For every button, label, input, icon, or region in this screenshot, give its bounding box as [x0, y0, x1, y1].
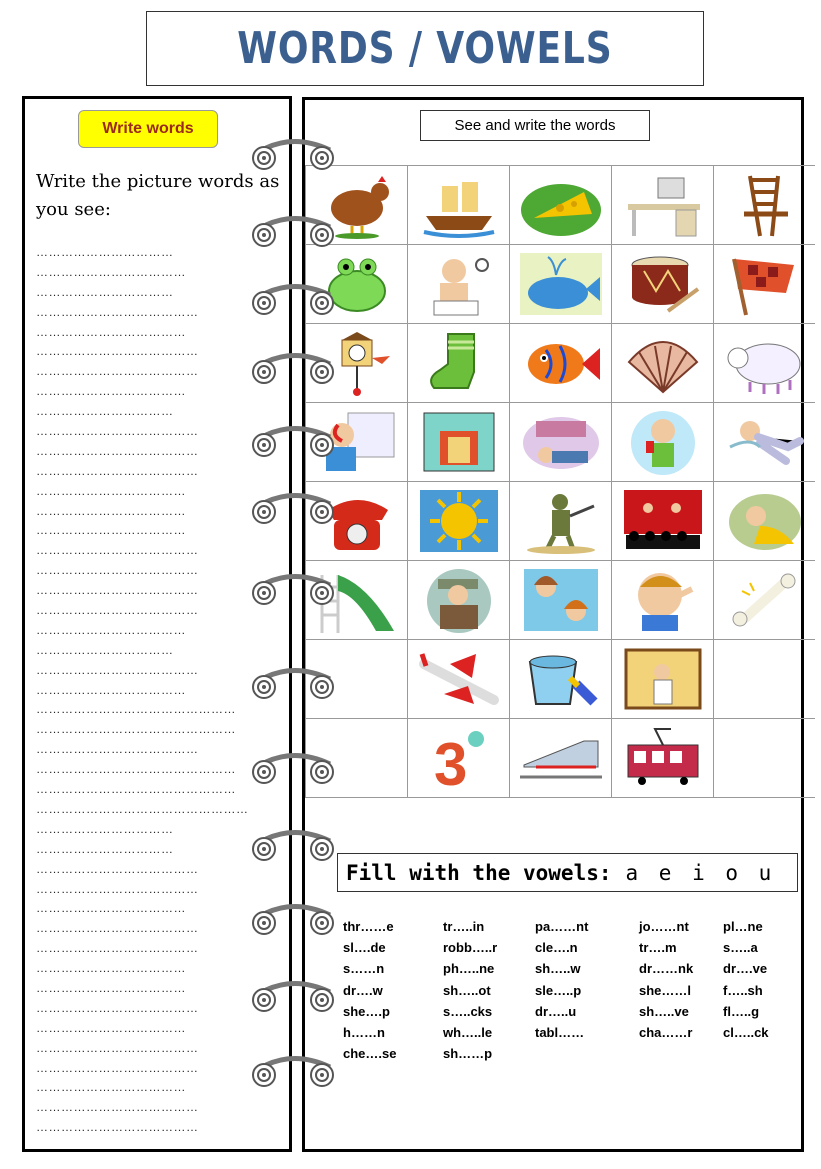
- answer-line[interactable]: ……………………………: [36, 405, 174, 419]
- man-shaving-icon: [414, 249, 504, 319]
- answer-line[interactable]: …………………………………: [36, 1001, 199, 1015]
- vowel-word[interactable]: jo……nt: [639, 919, 689, 934]
- picture-cell: [714, 719, 816, 798]
- vowel-word[interactable]: che….se: [343, 1046, 397, 1062]
- answer-line[interactable]: …………………………………: [36, 942, 199, 956]
- vowel-word[interactable]: pl…ne: [723, 919, 763, 934]
- picture-cell: [510, 245, 612, 324]
- answer-line[interactable]: ………………………………: [36, 265, 186, 279]
- vowel-label: Fill with the vowels:: [346, 860, 612, 885]
- picture-cell: [612, 245, 714, 324]
- sheep-icon: [720, 328, 810, 398]
- picture-cell: [714, 482, 816, 561]
- paint-bucket-icon: [516, 644, 606, 714]
- ship-icon: [414, 170, 504, 240]
- binding-ring-icon: [248, 215, 338, 251]
- picture-cell: [408, 166, 510, 245]
- vowel-word[interactable]: sle…..p: [535, 982, 582, 998]
- chair-icon: [720, 170, 810, 240]
- answer-line[interactable]: ……………………………: [36, 285, 174, 299]
- sleeping-girl-icon: [516, 407, 606, 477]
- word-column: [723, 916, 769, 1064]
- picture-cell: [510, 166, 612, 245]
- vowel-word[interactable]: fl…..g: [723, 1003, 760, 1019]
- answer-line[interactable]: …………………………………: [36, 365, 199, 379]
- binding-ring-icon: [248, 492, 338, 528]
- vowel-word[interactable]: sl….de: [343, 940, 386, 956]
- binding-ring-icon: [248, 1055, 338, 1091]
- page-title: WORDS / VOWELS: [237, 23, 613, 74]
- write-words-badge: Write words: [78, 110, 218, 148]
- binding-ring-icon: [248, 138, 338, 174]
- picture-cell: [408, 561, 510, 640]
- answer-line[interactable]: ………………………………: [36, 484, 186, 498]
- answer-line[interactable]: ……………………………: [36, 643, 174, 657]
- vowel-word[interactable]: ph…..ne: [443, 961, 495, 977]
- picture-cell: [408, 482, 510, 561]
- binding-ring-icon: [248, 752, 338, 788]
- picture-cell: [612, 561, 714, 640]
- vowel-word[interactable]: dr…..u: [535, 1003, 577, 1019]
- picture-cell: [714, 561, 816, 640]
- picture-cell: [612, 403, 714, 482]
- answer-line[interactable]: ………………………………: [36, 623, 186, 637]
- answer-line[interactable]: ………………………………: [36, 962, 186, 976]
- vowel-word[interactable]: tabl……: [535, 1025, 585, 1041]
- picture-cell: [510, 640, 612, 719]
- vowel-word[interactable]: cha……r: [639, 1025, 693, 1041]
- whale-icon: [516, 249, 606, 319]
- answer-line[interactable]: …………………………………: [36, 544, 199, 558]
- vowel-word[interactable]: [535, 1043, 588, 1064]
- word-column: [535, 916, 588, 1064]
- vowel-word[interactable]: s…..cks: [443, 1003, 493, 1019]
- answer-line[interactable]: ……………………………………………: [36, 802, 249, 816]
- vowel-word[interactable]: pa……nt: [535, 919, 589, 934]
- picture-cell: [612, 166, 714, 245]
- answer-line[interactable]: …………………………………: [36, 444, 199, 458]
- crying-man-icon: [720, 486, 810, 556]
- picture-cell: [714, 324, 816, 403]
- word-column: [639, 916, 693, 1064]
- binding-ring-icon: [248, 352, 338, 388]
- window-icon: [414, 407, 504, 477]
- answer-line[interactable]: ………………………………: [36, 385, 186, 399]
- shell-icon: [618, 328, 708, 398]
- picture-cell: [612, 719, 714, 798]
- title-box: [146, 11, 704, 86]
- picture-cell: [612, 324, 714, 403]
- answer-line[interactable]: ……………………………: [36, 246, 174, 259]
- sun-icon: [414, 486, 504, 556]
- binding-ring-icon: [248, 425, 338, 461]
- answer-line[interactable]: ………………………………: [36, 1021, 186, 1035]
- bone-icon: [720, 565, 810, 635]
- binding-ring-icon: [248, 980, 338, 1016]
- vowel-word[interactable]: wh…..le: [443, 1025, 493, 1041]
- vowel-word[interactable]: thr……e: [343, 919, 394, 934]
- tram-icon: [618, 723, 708, 793]
- vowel-word[interactable]: sh……p: [443, 1046, 493, 1062]
- vowel-word[interactable]: tr…..in: [443, 919, 485, 934]
- picture-cell: [408, 719, 510, 798]
- answer-line[interactable]: ………………………………: [36, 524, 186, 538]
- picture-cell: [408, 324, 510, 403]
- answer-line[interactable]: …………………………………: [36, 604, 199, 618]
- vowel-word[interactable]: dr……nk: [639, 961, 694, 977]
- vowel-word[interactable]: [723, 1043, 769, 1064]
- grid-row: [306, 245, 816, 324]
- plane-icon: [414, 644, 504, 714]
- thief-icon: [414, 565, 504, 635]
- left-instruction: Write the picture words as you see:: [36, 171, 280, 220]
- vowel-word[interactable]: cle….n: [535, 940, 578, 956]
- binding-ring-icon: [248, 667, 338, 703]
- answer-line[interactable]: ……………………………: [36, 842, 174, 856]
- picture-grid: [305, 165, 815, 798]
- answer-line[interactable]: …………………………………: [36, 345, 199, 359]
- binding-ring-icon: [248, 903, 338, 939]
- picture-cell: [510, 719, 612, 798]
- desk-icon: [618, 170, 708, 240]
- answer-line[interactable]: ………………………………: [36, 1081, 186, 1095]
- grid-row: [306, 324, 816, 403]
- vowel-word[interactable]: s……n: [343, 961, 385, 977]
- answer-line[interactable]: …………………………………: [36, 922, 199, 936]
- answer-line[interactable]: ………………………………: [36, 504, 186, 518]
- answer-line[interactable]: …………………………………: [36, 425, 199, 439]
- answer-line[interactable]: …………………………………: [36, 743, 199, 757]
- picture-cell: [510, 324, 612, 403]
- boy-drinking-icon: [618, 407, 708, 477]
- drum-icon: [618, 249, 708, 319]
- grid-row: [306, 561, 816, 640]
- grid-row: [306, 719, 816, 798]
- picture-cell: [714, 640, 816, 719]
- vowel-word[interactable]: tr….m: [639, 940, 677, 956]
- picture-cell: [714, 166, 816, 245]
- svg-text:3: 3: [433, 731, 467, 793]
- soldier-icon: [516, 486, 606, 556]
- answer-line[interactable]: …………………………………: [36, 305, 199, 319]
- vowel-word[interactable]: robb…..r: [443, 940, 498, 956]
- answer-line[interactable]: …………………………………: [36, 882, 199, 896]
- answer-line[interactable]: ………………………………: [36, 981, 186, 995]
- answer-line[interactable]: …………………………………: [36, 1061, 199, 1075]
- picture-cell: [612, 640, 714, 719]
- vowel-word[interactable]: h……n: [343, 1025, 385, 1041]
- answer-line[interactable]: …………………………………………: [36, 723, 236, 737]
- picture-cell: [714, 403, 816, 482]
- vowel-word[interactable]: sh…..ve: [639, 1003, 689, 1019]
- word-column: [343, 916, 396, 1064]
- answer-line[interactable]: …………………………………: [36, 1121, 199, 1135]
- flag-icon: [720, 249, 810, 319]
- answer-line[interactable]: …………………………………: [36, 1041, 199, 1055]
- answer-line[interactable]: …………………………………: [36, 584, 199, 598]
- stage-show-icon: [618, 486, 708, 556]
- grid-row: [306, 482, 816, 561]
- vowel-letters: a e i o u: [625, 860, 772, 885]
- picture-cell: [510, 482, 612, 561]
- train-icon: [516, 723, 606, 793]
- answer-line[interactable]: …………………………………………: [36, 703, 236, 717]
- vowel-word[interactable]: f…..sh: [723, 982, 763, 998]
- picture-cell: [408, 245, 510, 324]
- grid-row: [306, 640, 816, 719]
- number-three-icon: [414, 723, 504, 793]
- answer-line[interactable]: …………………………………………: [36, 763, 236, 777]
- vowel-word[interactable]: cl…..ck: [723, 1025, 769, 1041]
- picture-cell: [510, 561, 612, 640]
- binding-ring-icon: [248, 829, 338, 865]
- vowel-word[interactable]: sh…..w: [535, 961, 581, 977]
- vowel-word[interactable]: she……l: [639, 982, 692, 998]
- answer-line[interactable]: …………………………………: [36, 464, 199, 478]
- vowel-word[interactable]: dr….w: [343, 982, 383, 998]
- cheese-icon: [516, 170, 606, 240]
- window-cleaner-icon: [618, 644, 708, 714]
- flying-man-icon: [720, 407, 810, 477]
- answer-line[interactable]: …………………………………: [36, 564, 199, 578]
- answer-line[interactable]: …………………………………: [36, 1101, 199, 1115]
- answer-line[interactable]: ………………………………: [36, 683, 186, 697]
- see-write-instruction: See and write the words: [420, 110, 650, 141]
- binding-ring-icon: [248, 283, 338, 319]
- vowel-word[interactable]: s…..a: [723, 940, 758, 956]
- thinking-boy-icon: [618, 565, 708, 635]
- vowel-word[interactable]: [639, 1043, 693, 1064]
- answer-line[interactable]: …………………………………………: [36, 783, 236, 797]
- word-column: [443, 916, 497, 1064]
- sock-icon: [414, 328, 504, 398]
- fish-icon: [516, 328, 606, 398]
- picture-cell: [408, 403, 510, 482]
- picture-cell: [408, 640, 510, 719]
- answer-line[interactable]: ……………………………: [36, 822, 174, 836]
- grid-row: [306, 403, 816, 482]
- women-talking-icon: [516, 565, 606, 635]
- binding-ring-icon: [248, 573, 338, 609]
- answer-line[interactable]: …………………………………: [36, 862, 199, 876]
- picture-cell: [714, 245, 816, 324]
- picture-cell: [510, 403, 612, 482]
- answer-line[interactable]: ………………………………: [36, 325, 186, 339]
- grid-row: [306, 166, 816, 245]
- vowel-instruction-box: [337, 853, 798, 892]
- answer-line[interactable]: …………………………………: [36, 663, 199, 677]
- vowel-word[interactable]: she….p: [343, 1003, 390, 1019]
- vowel-word[interactable]: dr….ve: [723, 961, 768, 977]
- vowel-word[interactable]: sh…..ot: [443, 982, 491, 998]
- answer-line[interactable]: ………………………………: [36, 902, 186, 916]
- picture-cell: [612, 482, 714, 561]
